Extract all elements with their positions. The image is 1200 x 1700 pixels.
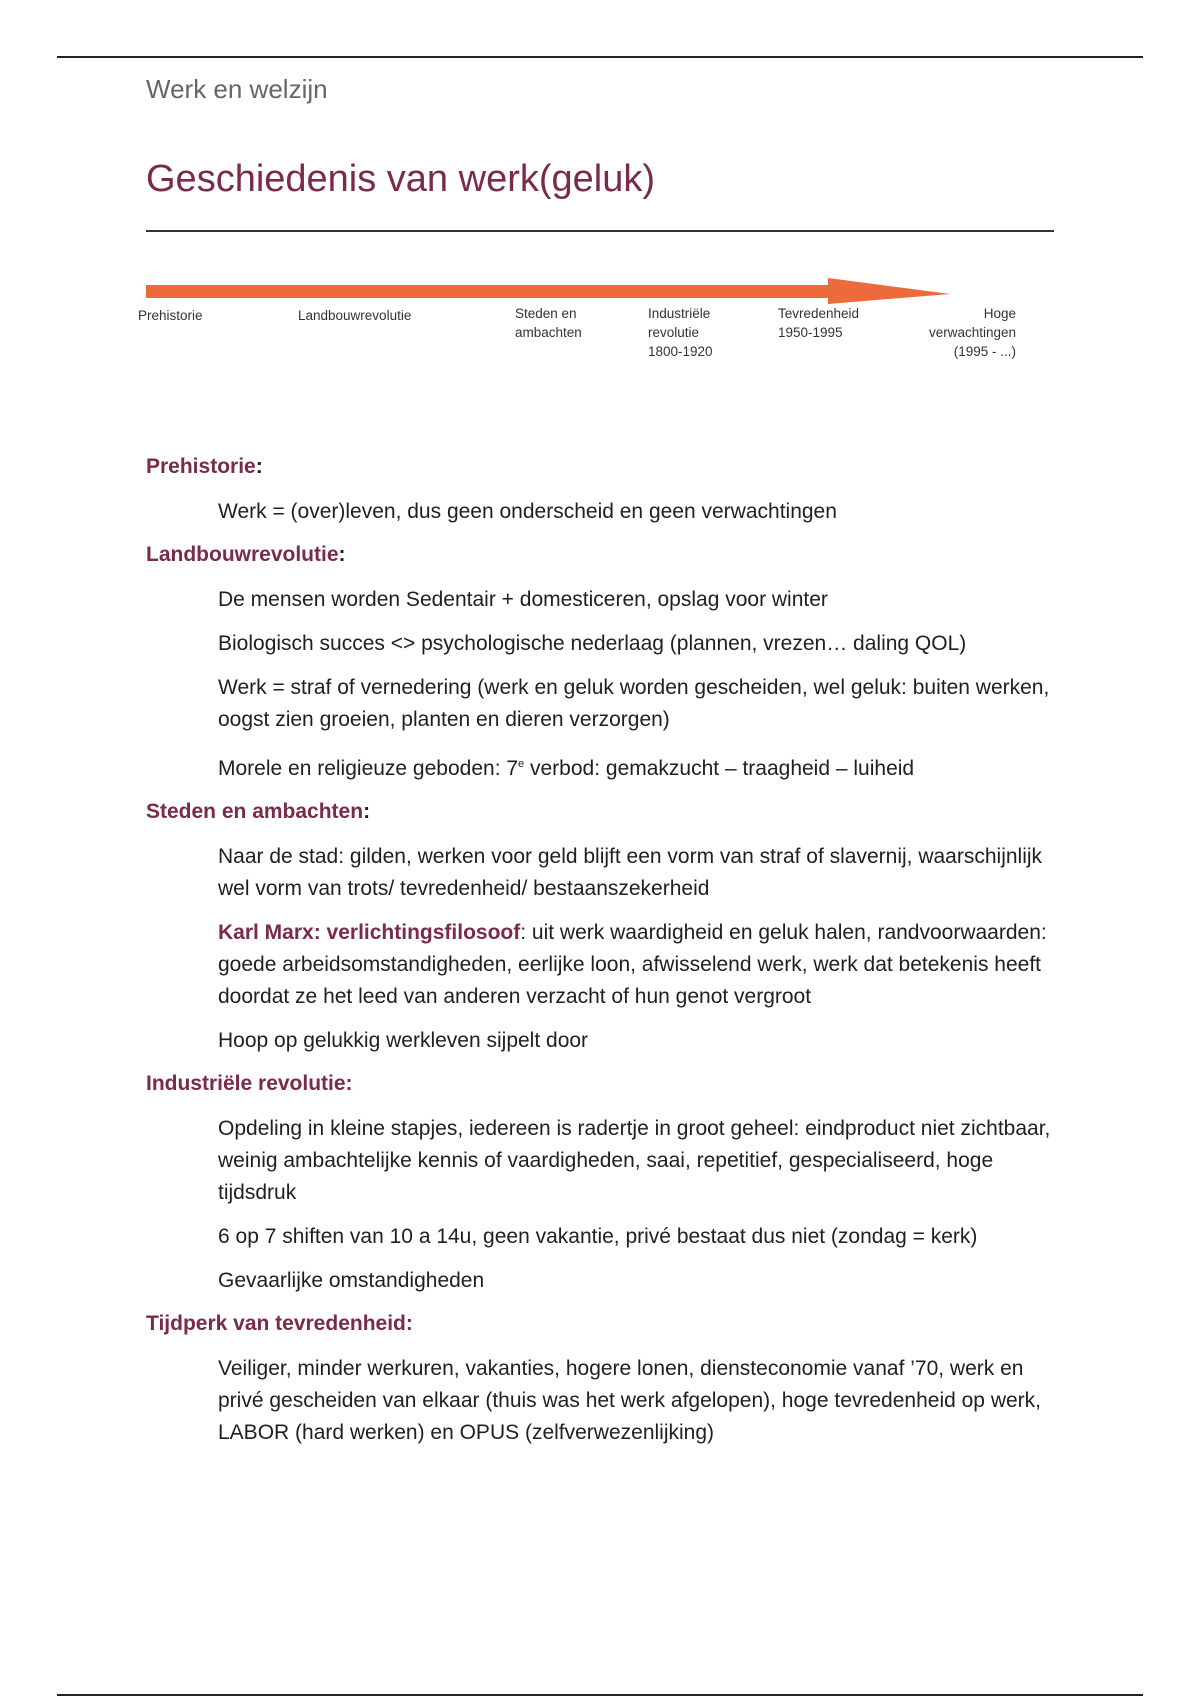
title-underline xyxy=(146,230,1054,232)
paragraph: Werk = straf of vernedering (werk en geluk worden gescheiden, wel geluk: buiten werken, oogst zien groeien, planten en dieren verzorgen) xyxy=(218,676,1050,731)
section-heading-tijdperk-van-tevredenheid: Tijdperk van tevredenheid: xyxy=(146,1312,413,1335)
timeline-label-landbouwrevolutie: Landbouwrevolutie xyxy=(298,308,412,323)
timeline-label-industrie: Industriële revolutie 1800-1920 xyxy=(648,306,713,359)
paragraph: Werk = (over)leven, dus geen onderscheid en geen verwachtingen xyxy=(218,500,837,523)
timeline-label-hoge-verwachtingen: Hoge verwachtingen (1995 - ...) xyxy=(928,306,1016,359)
timeline-arrow xyxy=(130,274,1050,314)
paragraph: Biologisch succes <> psychologische nederlaag (plannen, vrezen… daling QOL) xyxy=(218,632,967,655)
timeline-arrow-shape xyxy=(146,278,950,304)
paragraph: Karl Marx: verlichtingsfilosoof: uit werk waardigheid en geluk halen, randvoorwaarden: goede arbeidsomstandigheden, eerlijke loon, afwisselend werk, werk dat betekenis heeft doordat ze het leed van anderen verzacht of hun genot vergroot xyxy=(218,921,1047,1008)
paragraph: Morele en religieuze geboden: 7e verbod: gemakzucht – traagheid – luiheid xyxy=(218,757,915,780)
paragraph: De mensen worden Sedentair + domesticeren, opslag voor winter xyxy=(218,588,828,611)
paragraph: Veiliger, minder werkuren, vakanties, hogere lonen, diensteconomie vanaf ’70, werk en privé gescheiden van elkaar (thuis was het werk afgelopen), hoge tevredenheid op werk, LABOR (hard werken) en OPUS (zelfverwezenlijking) xyxy=(218,1357,1041,1444)
timeline-label-prehistorie: Prehistorie xyxy=(138,308,203,323)
karl-marx-highlight: Karl Marx: verlichtingsfilosoof xyxy=(218,921,521,944)
paragraph: Naar de stad: gilden, werken voor geld blijft een vorm van straf of slavernij, waarschijnlijk wel vorm van trots/ tevredenheid/ bestaanszekerheid xyxy=(218,845,1043,900)
page-title: Geschiedenis van werk(geluk) xyxy=(146,158,656,200)
section-heading-steden-en-ambachten: Steden en ambachten: xyxy=(146,800,371,823)
paragraph: Hoop op gelukkig werkleven sijpelt door xyxy=(218,1029,589,1052)
section-heading-landbouwrevolutie: Landbouwrevolutie: xyxy=(146,543,346,566)
document-body xyxy=(146,452,1056,1461)
bottom-rule xyxy=(57,1694,1143,1696)
section-heading-industriele-revolutie: Industriële revolutie: xyxy=(146,1072,353,1095)
document-header: Werk en welzijn xyxy=(146,74,328,104)
paragraph: Opdeling in kleine stapjes, iedereen is radertje in groot geheel: eindproduct niet zichtbaar, weinig ambachtelijke kennis of vaardigheden, saai, repetitief, gespecialiseerd, hoge tijdsdruk xyxy=(218,1117,1051,1204)
history-timeline xyxy=(130,262,1050,392)
timeline-label-tevredenheid: Tevredenheid 1950-1995 xyxy=(778,306,860,340)
timeline-label-steden: Steden en ambachten xyxy=(515,306,582,340)
paragraph: 6 op 7 shiften van 10 a 14u, geen vakantie, privé bestaat dus niet (zondag = kerk) xyxy=(218,1225,978,1248)
paragraph: Gevaarlijke omstandigheden xyxy=(218,1269,485,1292)
section-heading-prehistorie: Prehistorie: xyxy=(146,455,263,478)
top-rule xyxy=(57,56,1143,58)
